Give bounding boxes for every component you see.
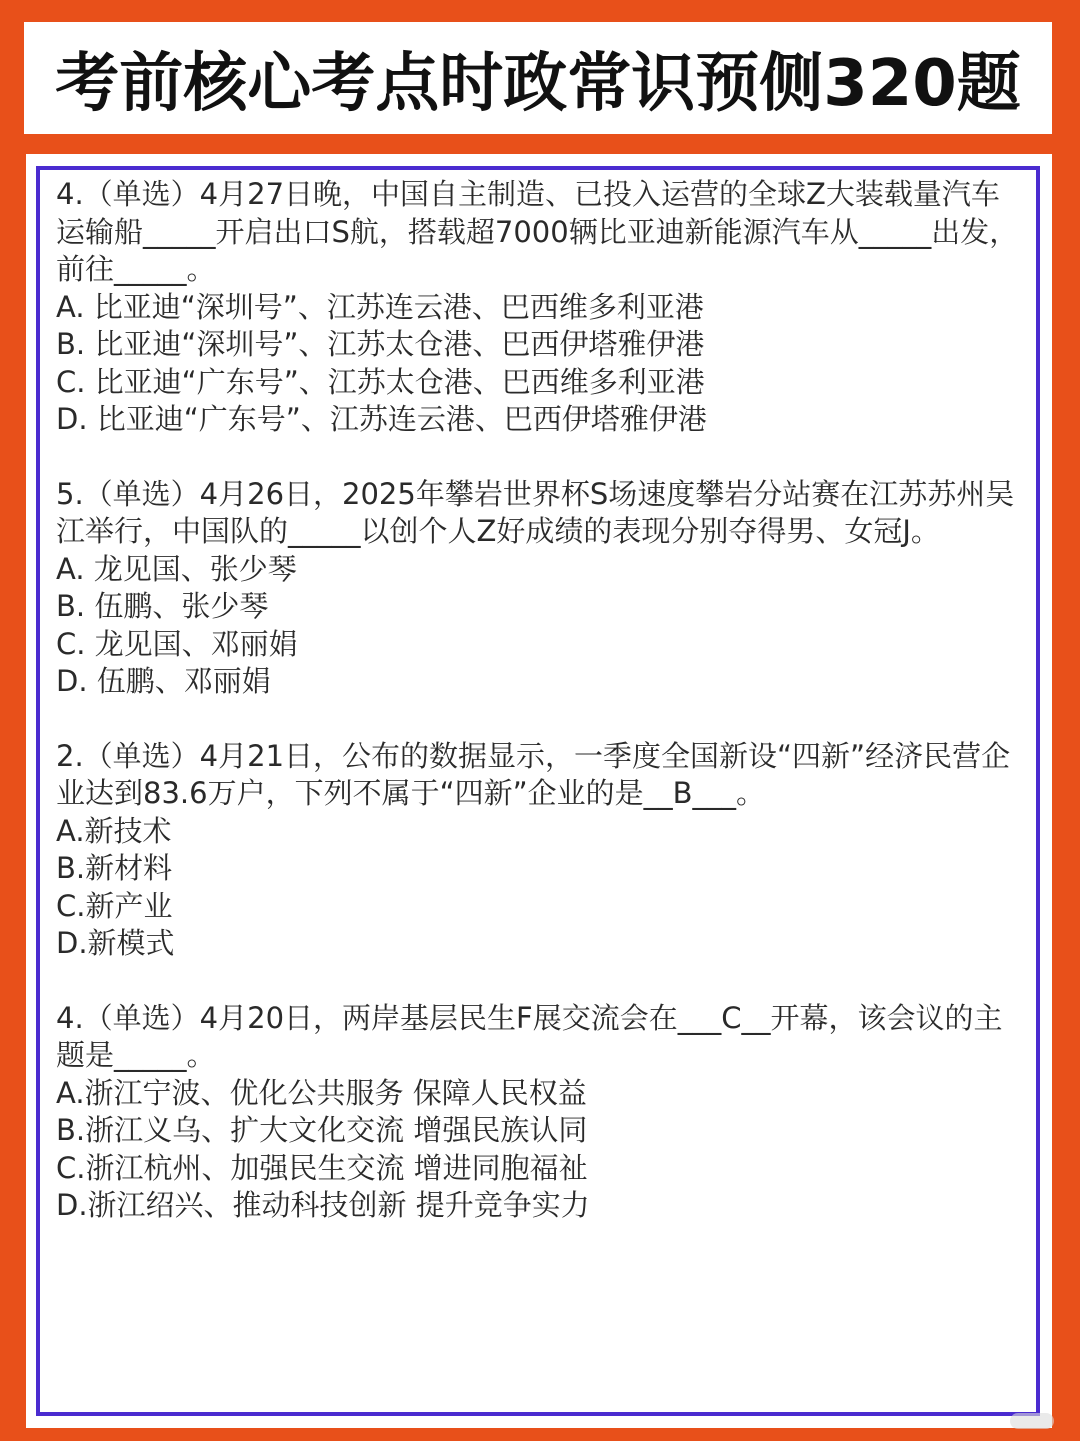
question-list	[36, 166, 1040, 1416]
answer-option: A. 龙见国、张少琴	[56, 551, 297, 586]
question-block	[56, 176, 1020, 439]
question-block	[56, 1000, 1020, 1225]
answer-option: B.浙江义乌、扩大文化交流 增强民族认同	[56, 1113, 588, 1147]
answer-option: A.浙江宁波、优化公共服务 保障人民权益	[56, 1075, 587, 1110]
answer-option: B.新材料	[56, 851, 173, 885]
answer-option: C.浙江杭州、加强民生交流 增进同胞福祉	[56, 1150, 588, 1185]
question-stem: 5.（单选）4月26日，2025年攀岩世界杯S场速度攀岩分站赛在江苏苏州吴江举行，中国队的_____以创个人Z好成绩的表现分别夺得男、女冠J。	[56, 476, 1015, 548]
answer-option: B. 伍鹏、张少琴	[56, 589, 269, 623]
question-block	[56, 738, 1020, 963]
answer-option: C. 比亚迪“广东号”、江苏太仓港、巴西维多利亚港	[56, 364, 705, 399]
answer-option: D. 伍鹏、邓丽娟	[56, 664, 271, 698]
answer-option: A.新技术	[56, 813, 172, 848]
answer-option: D.浙江绍兴、推动科技创新 提升竞争实力	[56, 1188, 590, 1222]
answer-option: C. 龙见国、邓丽娟	[56, 626, 298, 661]
answer-option: D. 比亚迪“广东号”、江苏连云港、巴西伊塔雅伊港	[56, 402, 707, 436]
title-banner	[24, 22, 1052, 134]
answer-option: D.新模式	[56, 926, 175, 960]
answer-option: B. 比亚迪“深圳号”、江苏太仓港、巴西伊塔雅伊港	[56, 327, 705, 361]
question-stem: 4.（单选）4月20日，两岸基层民生F展交流会在___C__开幕，该会议的主题是_____。	[56, 1000, 1003, 1072]
question-stem: 2.（单选）4月21日，公布的数据显示，一季度全国新设“四新”经济民营企业达到83.6万户，下列不属于“四新”企业的是__B___。	[56, 738, 1011, 810]
answer-option: A. 比亚迪“深圳号”、江苏连云港、巴西维多利亚港	[56, 289, 704, 324]
question-block	[56, 476, 1020, 701]
page-title: 考前核心考点时政常识预侧320题	[55, 47, 1021, 121]
watermark-badge	[1010, 1413, 1054, 1429]
question-stem: 4.（单选）4月27日晚，中国自主制造、已投入运营的全球Z大装载量汽车运输船_____开启出口S航，搭载超7000辆比亚迪新能源汽车从_____出发，前往_____。	[56, 177, 1019, 286]
content-card	[26, 154, 1052, 1428]
answer-option: C.新产业	[56, 888, 173, 923]
